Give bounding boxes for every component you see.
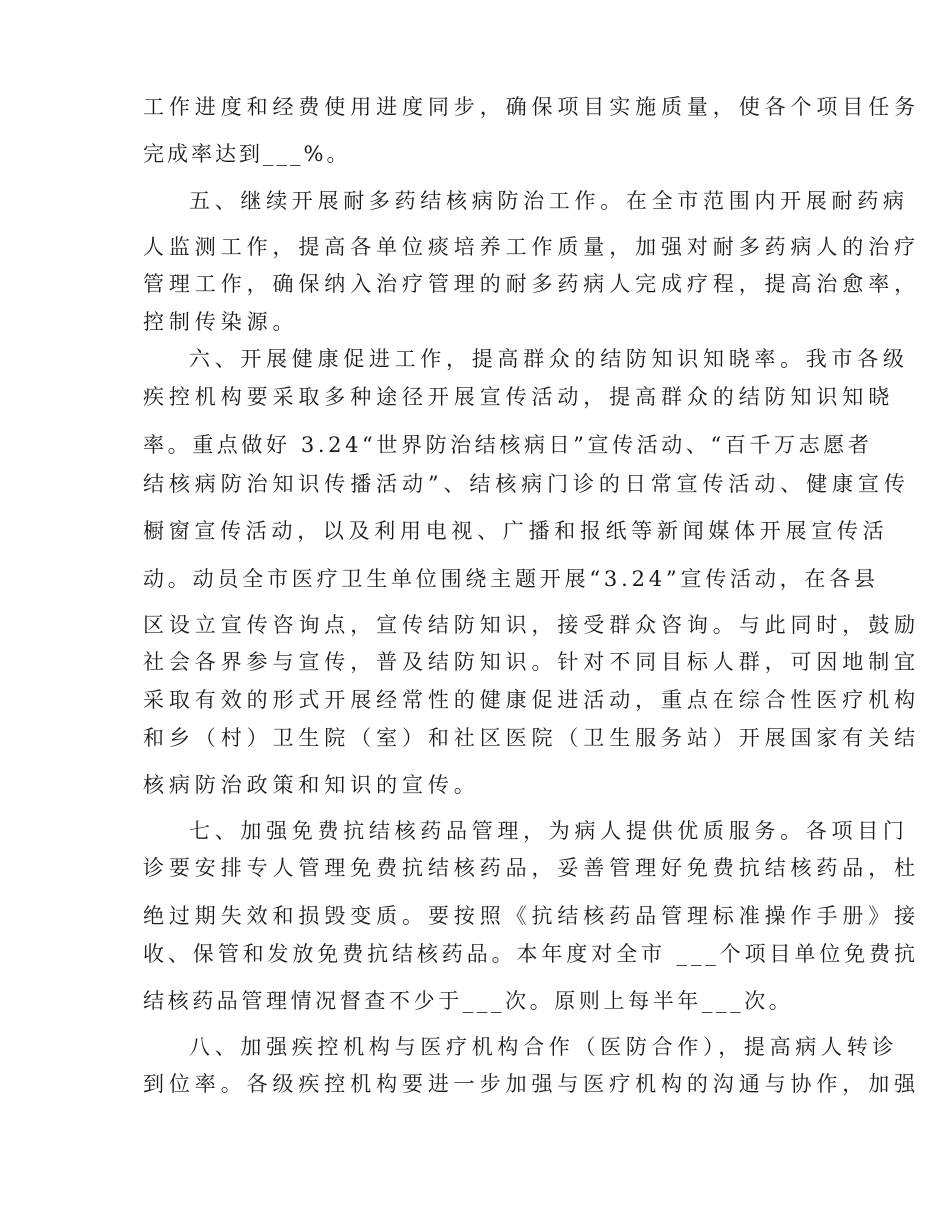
text-line: 管理工作，确保纳入治疗管理的耐多药病人完成疗程，提高治愈率， — [143, 272, 920, 296]
text-line: 橱窗宣传活动，以及利用电视、广播和报纸等新闻媒体开展宣传活 — [143, 519, 889, 543]
text-line: 八、加强疾控机构与医疗机构合作（医防合作），提高病人转诊 — [189, 1035, 899, 1059]
text-line: 诊要安排专人管理免费抗结核药品，妥善管理好免费抗结核药品，杜 — [143, 856, 920, 880]
text-line: 采取有效的形式开展经常性的健康促进活动，重点在综合性医疗机构 — [143, 688, 920, 712]
text-line: 动。动员全市医疗卫生单位围绕主题开展“3.24”宣传活动，在各县 — [143, 567, 879, 591]
text-line: 绝过期失效和损毁变质。要按照《抗结核药品管理标准操作手册》接 — [143, 904, 920, 928]
text-line: 结核病防治知识传播活动”、结核病门诊的日常宣传活动、健康宣传 — [143, 472, 910, 496]
text-line: 结核药品管理情况督查不少于___次。原则上每半年___次。 — [143, 989, 794, 1013]
text-line: 到位率。各级疾控机构要进一步加强与医疗机构的沟通与协作，加强 — [143, 1072, 920, 1096]
text-line: 五、继续开展耐多药结核病防治工作。在全市范围内开展耐药病 — [189, 189, 909, 213]
text-line: 和乡（村）卫生院（室）和社区医院（卫生服务站）开展国家有关结 — [143, 726, 920, 750]
text-line: 六、开展健康促进工作，提高群众的结防知识知晓率。我市各级 — [189, 347, 909, 371]
text-line: 社会各界参与宣传，普及结防知识。针对不同目标人群，可因地制宜 — [143, 650, 920, 674]
text-line: 收、保管和发放免费抗结核药品。本年度对全市 ___个项目单位免费抗 — [143, 942, 919, 966]
text-line: 控制传染源。 — [143, 310, 299, 334]
text-line: 疾控机构要采取多种途径开展宣传活动，提高群众的结防知识知晓 — [143, 385, 895, 409]
text-line: 人监测工作，提高各单位痰培养工作质量，加强对耐多药病人的治疗 — [143, 235, 920, 259]
text-line: 核病防治政策和知识的宣传。 — [143, 773, 480, 797]
text-line: 完成率达到___%。 — [143, 142, 351, 166]
text-line: 率。重点做好 3.24“世界防治结核病日”宣传活动、“百千万志愿者 — [143, 433, 873, 457]
text-line: 工作进度和经费使用进度同步，确保项目实施质量，使各个项目任务 — [143, 95, 920, 119]
text-line: 七、加强免费抗结核药品管理，为病人提供优质服务。各项目门 — [189, 819, 909, 843]
text-line: 区设立宣传咨询点，宣传结防知识，接受群众咨询。与此同时，鼓励 — [143, 613, 920, 637]
